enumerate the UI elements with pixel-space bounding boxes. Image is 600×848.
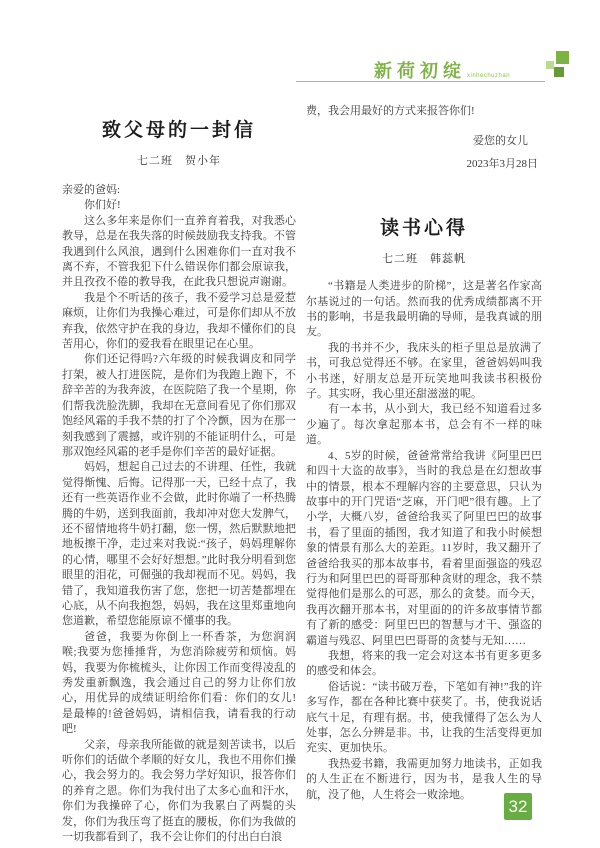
right-column <box>306 104 542 803</box>
letter-paragraph: 妈妈，想起自己过去的不讲理、任性，我就觉得惭愧、后悔。记得那一天，已经十点了，我还有一些英语作业不会做，此时你端了一杯热腾腾的牛奶，送到我面前，我却冲对您大发脾气，还不留情地将牛奶打翻，您一愣，然后默默地把地板擦干净，走过来对我说:“孩子，妈妈理解你的心情，哪里不会好好想想。”此时我分明看到您眼里的泪花，可倔强的我却视而不见。妈妈，我错了，我知道我伤害了您，您把一切苦楚都埋在心底，从不向我抱怨，妈妈，我在这里郑重地向您道歉，希望您能原谅不懂事的我。 <box>62 461 296 628</box>
letter-body <box>62 183 296 845</box>
decorative-square-icon <box>556 51 569 64</box>
letter-paragraph: 这么多年来是你们一直养育着我，对我悉心教导，总是在我失落的时候鼓励我支持我。不管我遇到什么风浪，遇到什么困难你们一直对我不离不弃，不管我犯下什么错误你们都会原谅我，并且孜孜不倦的教导我，在此我只想说声谢谢。 <box>62 214 296 289</box>
header-divider-line <box>296 81 545 82</box>
magazine-title: 新荷初绽 <box>374 61 466 81</box>
essay-byline: 七二班 韩蕊帆 <box>382 253 466 266</box>
essay-paragraph: 我的书并不少，我床头的柜子里总是放满了书，可我总觉得还不够。在家里，爸爸妈妈叫我小书迷，好朋友总是开玩笑地叫我读书积极份子。其实呀，我心里还甜滋滋的呢。 <box>306 341 542 401</box>
letter-paragraph: 我是个不听话的孩子，我不爱学习总是爱惹麻烦，让你们为我操心难过，可是你们却从不放弃我，依然守护在我的身边，我却不懂你们的良苦用心，你们的爱我看在眼里记在心里。 <box>62 291 296 351</box>
letter-paragraph: 你们好! <box>84 199 121 212</box>
essay-body <box>306 279 542 803</box>
essay-section <box>306 213 542 803</box>
magazine-header <box>374 57 510 83</box>
essay-paragraph: 4、5岁的时候，爸爸常常给我讲《阿里巴巴和四十大盗的故事》，当时的我总是在幻想故事中的情景，根本不理解内容的主要意思，只认为故事中的开门咒语“芝麻，开门吧”很有趣。上了小学，大概八岁，爸爸给我买了阿里巴巴的故事书，看了里面的插图，我才知道了和我小时候想象的情景有那么大的差距。11岁时，我又翻开了爸爸给我买的那本故事书，看着里面强盗的残忍行为和阿里巴巴的哥哥那种贪财的理念，我不禁觉得他们是那么的可恶，那么的贪婪。而今天，我再次翻开那本书，对里面的的许多故事情节都有了新的感受：阿里巴巴的智慧与才干、强盗的霸道与残忍、阿里巴巴哥哥的贪婪与无知…… <box>306 449 542 647</box>
letter-paragraph: 你们还记得吗?六年级的时候我调皮和同学打架，被人打进医院，是你们为我跑上跑下，不辞辛苦的为我奔波，在医院陪了我一个星期，你们帮我洗脸洗脚，我却在无意间看见了你们那双饱经风霜的手我不禁的打了个冷颤，因为在那一刻我感到了震撼，或许别的不能证明什么，可是那双饱经风霜的老手是你们辛苦的最好证据。 <box>62 353 296 458</box>
letter-paragraph: 爸爸，我要为你倒上一杯香茶，为您润润喉;我要为您捶捶背，为您消除疲劳和烦恼。妈妈，我要为你梳梳头，让你因工作而变得凌乱的秀发重新飘逸，我会通过自己的努力让你们放心，用优异的成绩证明给你们看：你们的女儿!是最棒的!爸爸妈妈，请相信我，请看我的行动吧! <box>62 630 296 736</box>
page-number-badge: 32 <box>504 793 532 820</box>
essay-paragraph: 有一本书，从小到大，我已经不知道看过多少遍了。每次拿起那本书，总会有不一样的味道。 <box>306 403 542 447</box>
letter-title: 致父母的一封信 <box>101 120 256 141</box>
letter-date: 2023年3月28日 <box>466 157 538 170</box>
essay-paragraph: “书籍是人类进步的阶梯”，这是著名作家高尔基说过的一句话。然而我的优秀成绩都离不开书的影响，书是我最明确的导师，是我真诚的朋友。 <box>306 280 542 339</box>
letter-paragraph: 父亲，母亲我所能做的就是刻苦读书，以后听你们的话做个孝顺的好女儿，我也不用你们操心，我会努力的。我会努力学好知识，报答你们的养育之恩。你们为我付出了太多心血和汗水，你们为我操碎了心，你们为我累白了两鬓的头发，你们为我压弯了挺直的腰板，你们为我做的一切我都看到了，我不会让你们的付出白白浪 <box>62 738 296 844</box>
left-column <box>62 104 296 845</box>
letter-paragraph-continuation: 费，我会用最好的方式来报答你们! <box>306 105 475 117</box>
essay-paragraph: 俗话说：“读书破万卷，下笔如有神!”我的许多写作，都在各种比赛中获奖了。书，使我说话底气十足，有理有据。书，使我懂得了怎么为人处事，怎么分辨是非。书，让我的生活变得更加充实、更加快乐。 <box>306 680 542 755</box>
decorative-square-icon <box>546 61 554 69</box>
letter-salutation: 亲爱的爸妈: <box>62 184 121 196</box>
essay-paragraph: 我热爱书籍，我需更加努力地读书，正如我的人生正在不断进行，因为书，是我人生的导航，没了他，人生将会一败涂地。 <box>306 757 542 801</box>
essay-paragraph: 我想，将来的我一定会对这本书有更多更多的感受和体会。 <box>306 649 542 678</box>
magazine-title-pinyin: xinhechuzhan <box>467 73 511 79</box>
letter-byline: 七二班 贺小年 <box>137 155 221 167</box>
decorative-square-icon <box>554 67 564 77</box>
letter-signature: 爱您的女儿 <box>473 135 528 148</box>
essay-title: 读书心得 <box>379 218 468 240</box>
